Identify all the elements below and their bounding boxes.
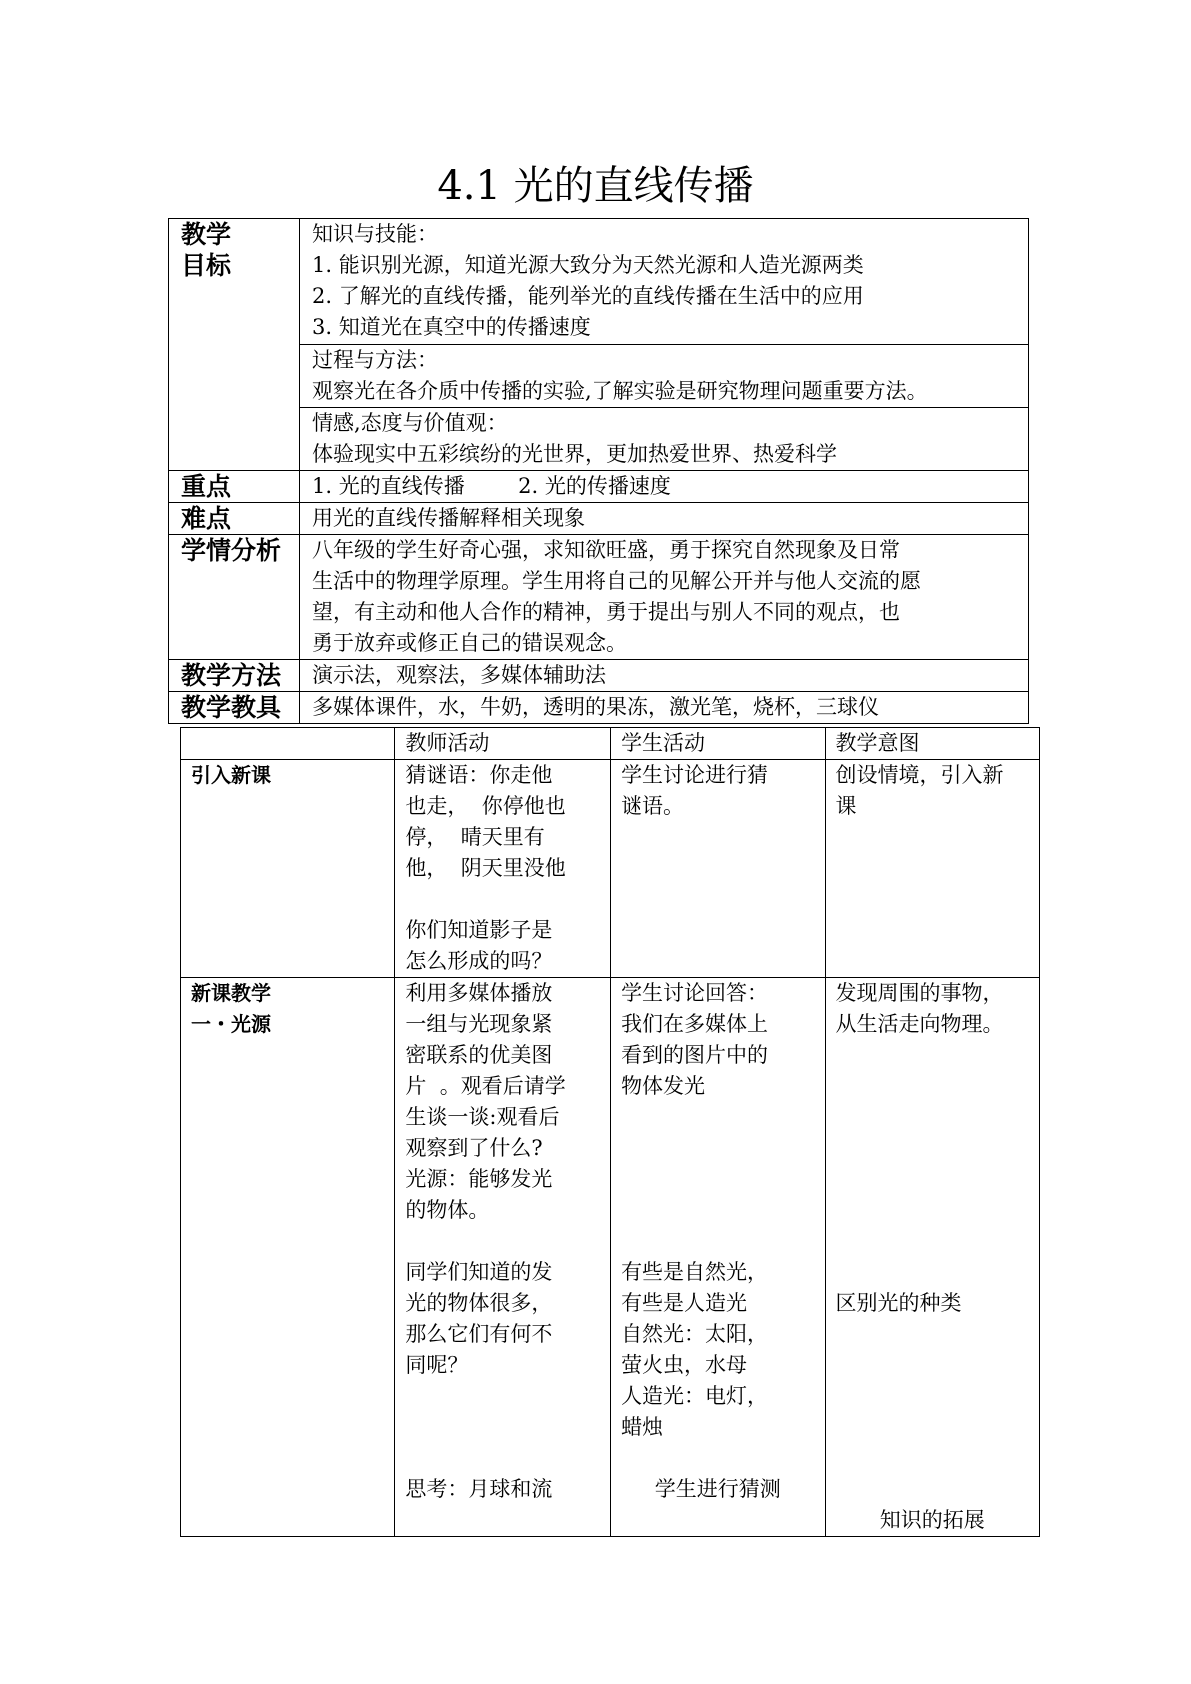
new-lesson-row bbox=[181, 978, 1040, 1537]
page-title: 4.1 光的直线传播 bbox=[437, 163, 754, 209]
stage-intro: 引入新课 bbox=[181, 760, 395, 978]
cell-line: 萤火虫，水母 bbox=[621, 1353, 748, 1377]
cell-line: 生谈一谈:观看后 bbox=[405, 1105, 560, 1129]
key-points-row bbox=[169, 471, 1029, 503]
header-intent: 教学意图 bbox=[825, 728, 1039, 760]
cell-line: 一・光源 bbox=[191, 1012, 271, 1036]
header-blank bbox=[181, 728, 395, 760]
cell-line: 片 。观看后请学 bbox=[405, 1074, 566, 1098]
cell-line: 区别光的种类 bbox=[835, 1291, 962, 1315]
cell-line: 一组与光现象紧 bbox=[405, 1012, 553, 1036]
key-points-text bbox=[300, 471, 1029, 503]
emotion-heading: 情感,态度与价值观： bbox=[312, 411, 508, 435]
analysis-text bbox=[300, 535, 1029, 660]
method-text: 演示法，观察法，多媒体辅助法 bbox=[300, 660, 1029, 692]
difficulty-label: 难点 bbox=[169, 503, 300, 535]
cell-line: 学生进行猜测 bbox=[654, 1477, 781, 1501]
teacher-activity bbox=[395, 978, 611, 1537]
cell-line: 怎么形成的吗？ bbox=[405, 949, 553, 973]
knowledge-item: 1. 能识别光源，知道光源大致分为天然光源和人造光源两类 bbox=[312, 253, 864, 277]
goals-label bbox=[169, 219, 300, 471]
analysis-line: 生活中的物理学原理。学生用将自己的见解公开并与他人交流的愿 bbox=[312, 569, 921, 593]
cell-line: 学生讨论回答： bbox=[621, 981, 769, 1005]
teaching-intent bbox=[825, 760, 1039, 978]
cell-line: 观察到了什么? bbox=[405, 1136, 543, 1160]
cell-line: 物体发光 bbox=[621, 1074, 706, 1098]
stage-new-lesson bbox=[181, 978, 395, 1537]
cell-line: 新课教学 bbox=[191, 981, 271, 1005]
cell-line: 蜡烛 bbox=[621, 1415, 664, 1439]
cell-line: 密联系的优美图 bbox=[405, 1043, 553, 1067]
process-table bbox=[180, 727, 1040, 1537]
knowledge-heading: 知识与技能： bbox=[312, 222, 438, 246]
cell-line: 课 bbox=[835, 794, 857, 818]
process-text: 观察光在各介质中传播的实验,了解实验是研究物理问题重要方法。 bbox=[312, 379, 928, 403]
cell-line: 同学们知道的发 bbox=[405, 1260, 553, 1284]
key-points-label: 重点 bbox=[169, 471, 300, 503]
cell-line: 同呢？ bbox=[405, 1353, 469, 1377]
student-activity bbox=[611, 760, 825, 978]
cell-line: 自然光：太阳， bbox=[621, 1322, 769, 1346]
cell-line: 那么它们有何不 bbox=[405, 1322, 553, 1346]
difficulty-text: 用光的直线传播解释相关现象 bbox=[300, 503, 1029, 535]
cell-line: 光的物体很多， bbox=[405, 1291, 553, 1315]
method-row bbox=[169, 660, 1029, 692]
cell-line: 利用多媒体播放 bbox=[405, 981, 553, 1005]
header-teacher: 教师活动 bbox=[395, 728, 611, 760]
analysis-row bbox=[169, 535, 1029, 660]
analysis-line: 勇于放弃或修正自己的错误观念。 bbox=[312, 631, 627, 655]
knowledge-cell bbox=[300, 219, 1029, 345]
emotion-cell bbox=[300, 408, 1029, 471]
goals-row bbox=[169, 219, 1029, 345]
key-points-value: 1. 光的直线传播 2. 光的传播速度 bbox=[312, 474, 671, 498]
cell-line: 也走， 你停他也 bbox=[405, 794, 566, 818]
difficulty-row bbox=[169, 503, 1029, 535]
cell-line: 停， 晴天里有 bbox=[405, 825, 545, 849]
analysis-line: 望，有主动和他人合作的精神，勇于提出与别人不同的观点，也 bbox=[312, 600, 900, 624]
cell-line: 他， 阴天里没他 bbox=[405, 856, 566, 880]
tools-label: 教学教具 bbox=[169, 692, 300, 724]
process-heading: 过程与方法： bbox=[312, 348, 438, 372]
student-activity bbox=[611, 978, 825, 1537]
analysis-label: 学情分析 bbox=[169, 535, 300, 660]
cell-line: 的物体。 bbox=[405, 1198, 490, 1222]
teacher-activity bbox=[395, 760, 611, 978]
cell-line: 从生活走向物理。 bbox=[835, 1012, 1004, 1036]
tools-row bbox=[169, 692, 1029, 724]
goals-label-line: 目标 bbox=[181, 251, 232, 280]
tools-text: 多媒体课件，水，牛奶，透明的果冻，激光笔，烧杯，三球仪 bbox=[300, 692, 1029, 724]
cell-line: 你们知道影子是 bbox=[405, 918, 553, 942]
cell-line: 我们在多媒体上 bbox=[621, 1012, 769, 1036]
process-cell bbox=[300, 345, 1029, 408]
cell-line: 光源：能够发光 bbox=[405, 1167, 553, 1191]
cell-line: 人造光：电灯， bbox=[621, 1384, 769, 1408]
cell-line: 看到的图片中的 bbox=[621, 1043, 769, 1067]
overview-table bbox=[168, 218, 1029, 724]
cell-line: 知识的拓展 bbox=[879, 1508, 985, 1532]
cell-line: 谜语。 bbox=[621, 794, 685, 818]
cell-line: 发现周围的事物， bbox=[835, 981, 1004, 1005]
cell-line: 思考：月球和流 bbox=[405, 1477, 553, 1501]
process-header-row bbox=[181, 728, 1040, 760]
cell-line: 猜谜语：你走他 bbox=[405, 763, 553, 787]
header-student: 学生活动 bbox=[611, 728, 825, 760]
emotion-text: 体验现实中五彩缤纷的光世界，更加热爱世界、热爱科学 bbox=[312, 442, 837, 466]
cell-line: 有些是自然光， bbox=[621, 1260, 769, 1284]
analysis-line: 八年级的学生好奇心强，求知欲旺盛，勇于探究自然现象及日常 bbox=[312, 538, 900, 562]
teaching-intent bbox=[825, 978, 1039, 1537]
cell-line: 有些是人造光 bbox=[621, 1291, 748, 1315]
method-label: 教学方法 bbox=[169, 660, 300, 692]
cell-line: 学生讨论进行猜 bbox=[621, 763, 769, 787]
knowledge-item: 2. 了解光的直线传播，能列举光的直线传播在生活中的应用 bbox=[312, 284, 864, 308]
goals-label-line: 教学 bbox=[181, 220, 232, 249]
intro-row bbox=[181, 760, 1040, 978]
cell-line: 创设情境，引入新 bbox=[835, 763, 1004, 787]
knowledge-item: 3. 知道光在真空中的传播速度 bbox=[312, 315, 591, 339]
